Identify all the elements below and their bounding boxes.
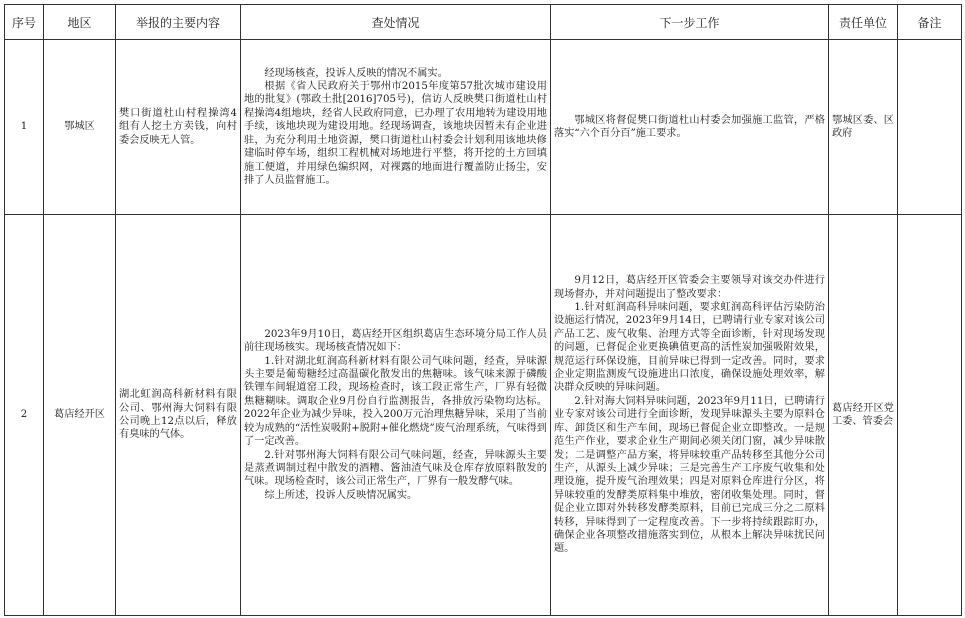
header-remarks: 备注	[898, 5, 962, 40]
paragraph: 2023年9月10日，葛店经开区组织葛店生态环境分局工作人员前往现场核实。现场核查情况如下：	[244, 328, 547, 354]
header-seq: 序号	[5, 5, 44, 40]
table-row	[5, 215, 962, 616]
cell-remarks	[898, 40, 962, 215]
paragraph: 经现场核查，投诉人反映的情况不属实。	[264, 67, 448, 79]
cell-seq: 1	[5, 40, 44, 215]
header-next-steps: 下一步工作	[551, 5, 829, 40]
header-row	[5, 5, 962, 40]
paragraph: 2.针对鄂州海大饲料有限公司气味问题，经查，异味源头主要是蒸煮调制过程中散发的酒糟、酱油渣气味及仓库存放原料散发的气味。现场检查时，该公司正常生产，厂界有一般发酵气味。	[244, 449, 547, 488]
cell-complaint: 湖北虹润高科新材料有限公司、鄂州海大饲料有限公司晚上12点以后，释放有臭味的气体。	[116, 215, 241, 616]
cell-complaint: 樊口街道杜山村程操湾4组有人挖土方卖钱，向村委会反映无人管。	[116, 40, 241, 215]
paragraph: 综上所述，投诉人反映情况属实。	[264, 489, 418, 501]
paragraph: 9月12日，葛店经开区管委会主要领导对该交办件进行现场督办，并对问题提出了整改要求：	[554, 275, 825, 300]
cell-next-steps	[551, 40, 829, 215]
header-complaint: 举报的主要内容	[116, 5, 241, 40]
cell-investigation	[241, 215, 551, 616]
paragraph: 2.针对海大饲料异味问题，2023年9月11日，已聘请行业专家对该公司进行全面诊断，发现异味源头主要为原料仓库、卸货区和生产车间，现场已督促企业立即整改。一是规范生产作业，要求企业生产期间必须关闭门窗，减少异味散发；二是调整产品方案，将异味较重产品转移至其他分公司生产，从源头上减少异味；三是完善生产工序废气收集和处理设施，提升废气治理效果；四是对原料仓库进行分区，将异味较重的发酵类原料集中堆放，密闭收集处理。同时，督促企业立即对外转移发酵类原料，目前已完成三分之二原料转移，异味得到了一定程度改善。下一步将持续跟踪盯办，确保企业各项整改措施落实到位，从根本上解决异味扰民问题。	[554, 395, 825, 555]
cell-region: 葛店经开区	[44, 215, 116, 616]
cell-next-steps	[551, 215, 829, 616]
paragraph: 1.针对湖北虹润高科新材料有限公司气味问题，经查，异味源头主要是葡萄糖经过高温碳化散发出的焦糖味。该气味来源于磷酸铁锂车间辊道窑工段，现场检查时，该工段正常生产，厂界有轻微焦糖糊味。调取企业9月份自行监测报告，各排放污染物均达标。2022年企业为减少异味，投入200万元治理焦糖异味，采用了当前较为成熟的“活性炭吸附+脱附+催化燃烧”废气治理系统，气味得到了一定改善。	[244, 355, 547, 448]
table-row	[5, 40, 962, 215]
cell-region: 鄂城区	[44, 40, 116, 215]
cell-responsible: 葛店经开区党工委、管委会	[829, 215, 898, 616]
header-responsible: 责任单位	[829, 5, 898, 40]
cell-investigation	[241, 40, 551, 215]
complaint-table	[4, 4, 962, 616]
header-region: 地区	[44, 5, 116, 40]
cell-seq: 2	[5, 215, 44, 616]
paragraph: 1.针对虹润高科异味问题，要求虹润高科评估污染防治设施运行情况，2023年9月14日，已聘请行业专家对该公司产品工艺、废气收集、治理方式等全面诊断，针对现场发现的问题，已督促企业更换碘值更高的活性炭加强吸附效果，规范运行环保设施，目前异味已得到一定改善。同时，要求企业定期监测废气设施进出口浓度，确保设施处理效率，解决群众反映的异味问题。	[554, 302, 825, 394]
cell-responsible: 鄂城区委、区政府	[829, 40, 898, 215]
paragraph: 鄂城区将督促樊口街道杜山村委会加强施工监管，严格落实“六个百分百”施工要求。	[554, 114, 825, 139]
cell-remarks	[898, 215, 962, 616]
paragraph: 根据《省人民政府关于鄂州市2015年度第57批次城市建设用地的批复》(鄂政土批[2016]705号)，信访人反映樊口街道杜山村程操湾4组地块，经省人民政府同意，已办理了农用地转为建设用地手续，该地块现为建设用地。经现场调查，该地块因暂未有企业进驻，为充分利用土地资源，樊口街道杜山村委会计划利用该地块修建临时停车场，组织工程机械对场地进行平整，将开挖的土方回填施工便道，并用绿色编织网，对裸露的地面进行覆盖防止扬尘，安排了人员监督施工。	[244, 81, 547, 186]
header-investigation: 查处情况	[241, 5, 551, 40]
